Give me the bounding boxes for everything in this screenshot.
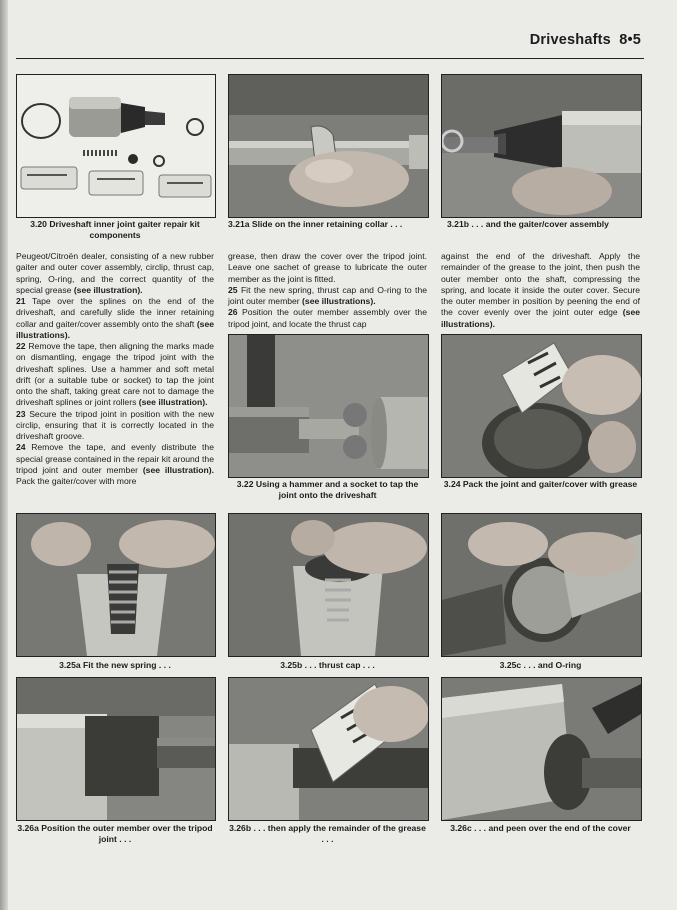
caption-3-25b: 3.25b . . . thrust cap . . . [280, 660, 375, 670]
body-column-1 [16, 251, 214, 487]
photo-3-20-gaiter-repair-kit [16, 74, 216, 218]
step-26-text: Position the outer member assembly over the tripod joint, and locate the thrust cap [228, 307, 427, 329]
step-26-number: 26 [228, 307, 238, 318]
page-header [530, 32, 641, 48]
o-ring-illustration [442, 514, 641, 656]
step-26 [228, 307, 427, 330]
step-25 [228, 285, 427, 308]
step-24-number: 24 [16, 442, 26, 453]
illustration-ref: (see illustrations). [16, 318, 215, 340]
step-24-tail: Pack the gaiter/cover with more [16, 476, 137, 486]
body-column-2 [228, 251, 427, 330]
step-22 [16, 341, 214, 409]
step-24 [16, 442, 214, 487]
step-21 [16, 296, 214, 341]
header-title: Driveshafts [529, 32, 611, 48]
caption-3-26c: 3.26c . . . and peen over the end of the cover [450, 823, 631, 833]
caption-3-24: 3.24 Pack the joint and gaiter/cover with grease [443, 479, 638, 489]
photo-3-26b-apply-grease [228, 677, 429, 821]
step-23-text: Secure the tripod joint in position with the new circlip, ensuring that it is correctly located in the driveshaft groove. [16, 408, 215, 441]
photo-3-25b-thrust-cap [228, 513, 429, 657]
paragraph-continued-text: grease, then draw the cover over the tripod joint. Leave one sachet of grease to lubricate the outer member as the joint is fitted. [228, 251, 427, 284]
header-rule [16, 58, 644, 59]
gaiter-repair-kit-illustration [17, 75, 215, 217]
page-binding-edge [0, 0, 8, 910]
caption-3-26b: 3.26b . . . then apply the remainder of the grease . . . [229, 823, 426, 844]
paragraph-continued-col3 [441, 251, 640, 330]
apply-grease-illustration [229, 678, 428, 820]
photo-3-25c-o-ring [441, 513, 642, 657]
photo-3-26c-peen-cover [441, 677, 642, 821]
photo-3-24-pack-grease [441, 334, 642, 478]
step-23-number: 23 [16, 408, 26, 419]
paragraph-col3-text: against the end of the driveshaft. Apply the remainder of the grease to the joint, then push the outer member onto the shaft, compressing the spring, and locate it inside the outer cover. Secure the outer member in position by peening the end of the cover evenly over the joint outer edge [441, 251, 640, 318]
photo-3-25a-new-spring [16, 513, 216, 657]
header-page-number: 8•5 [619, 32, 641, 48]
paragraph-continued [228, 251, 427, 285]
illustration-ref: (see illustration). [73, 284, 143, 295]
retaining-collar-illustration [229, 75, 428, 217]
hammer-socket-illustration [229, 335, 428, 477]
pack-grease-illustration [442, 335, 641, 477]
paragraph-intro [16, 251, 214, 296]
step-23 [16, 409, 214, 443]
caption-3-26a: 3.26a Position the outer member over the tripod joint . . . [17, 823, 213, 844]
paragraph-intro-text: Peugeot/Citroën dealer, consisting of a new rubber gaiter and outer cover assembly, circlip, thrust cap, spring, O-ring, and the correct quantity of the special grease [16, 251, 214, 295]
peen-cover-illustration [442, 678, 641, 820]
illustration-ref: (see illustration). [142, 464, 215, 475]
thrust-cap-illustration [229, 514, 428, 656]
step-21-text: Tape over the splines on the end of the driveshaft, and carefully slide the inner retaining collar and gaiter/cover assembly onto the shaft [16, 296, 214, 329]
illustration-ref: (see illustration). [138, 397, 208, 408]
step-21-number: 21 [16, 296, 26, 306]
illustration-ref: (see illustrations). [441, 307, 640, 329]
new-spring-illustration [17, 514, 215, 656]
photo-3-21a-retaining-collar [228, 74, 429, 218]
gaiter-cover-illustration [442, 75, 641, 217]
photo-3-26a-position-outer-member [16, 677, 216, 821]
step-22-number: 22 [16, 341, 26, 351]
photo-3-21b-gaiter-cover-assembly [441, 74, 642, 218]
outer-member-illustration [17, 678, 215, 820]
caption-3-21b: 3.21b . . . and the gaiter/cover assembly [447, 219, 609, 229]
caption-3-25c: 3.25c . . . and O-ring [499, 660, 582, 670]
step-25-text: Fit the new spring, thrust cap and O-ring to the joint outer member [228, 284, 427, 306]
caption-3-20: 3.20 Driveshaft inner joint gaiter repair kit components [30, 219, 200, 240]
photo-3-22-hammer-socket [228, 334, 429, 478]
step-24-text: Remove the tape, and evenly distribute the special grease contained in the repair kit around the tripod joint and outer member [16, 442, 214, 475]
body-column-3 [441, 251, 640, 330]
illustration-ref: (see illustrations). [302, 296, 376, 306]
caption-3-22: 3.22 Using a hammer and a socket to tap the joint onto the driveshaft [236, 479, 419, 500]
step-25-number: 25 [228, 284, 238, 295]
caption-3-21a: 3.21a Slide on the inner retaining collar . . . [228, 219, 403, 229]
caption-3-25a: 3.25a Fit the new spring . . . [59, 660, 171, 670]
step-22-text: Remove the tape, then aligning the marks made on dismantling, engage the tripod joint with the driveshaft splines. Use a hammer and soft metal drift (or a suitable tube or socket) to tap the joint onto the shaft, taking great care not to damage the driveshaft splines or joint rollers [16, 341, 214, 408]
